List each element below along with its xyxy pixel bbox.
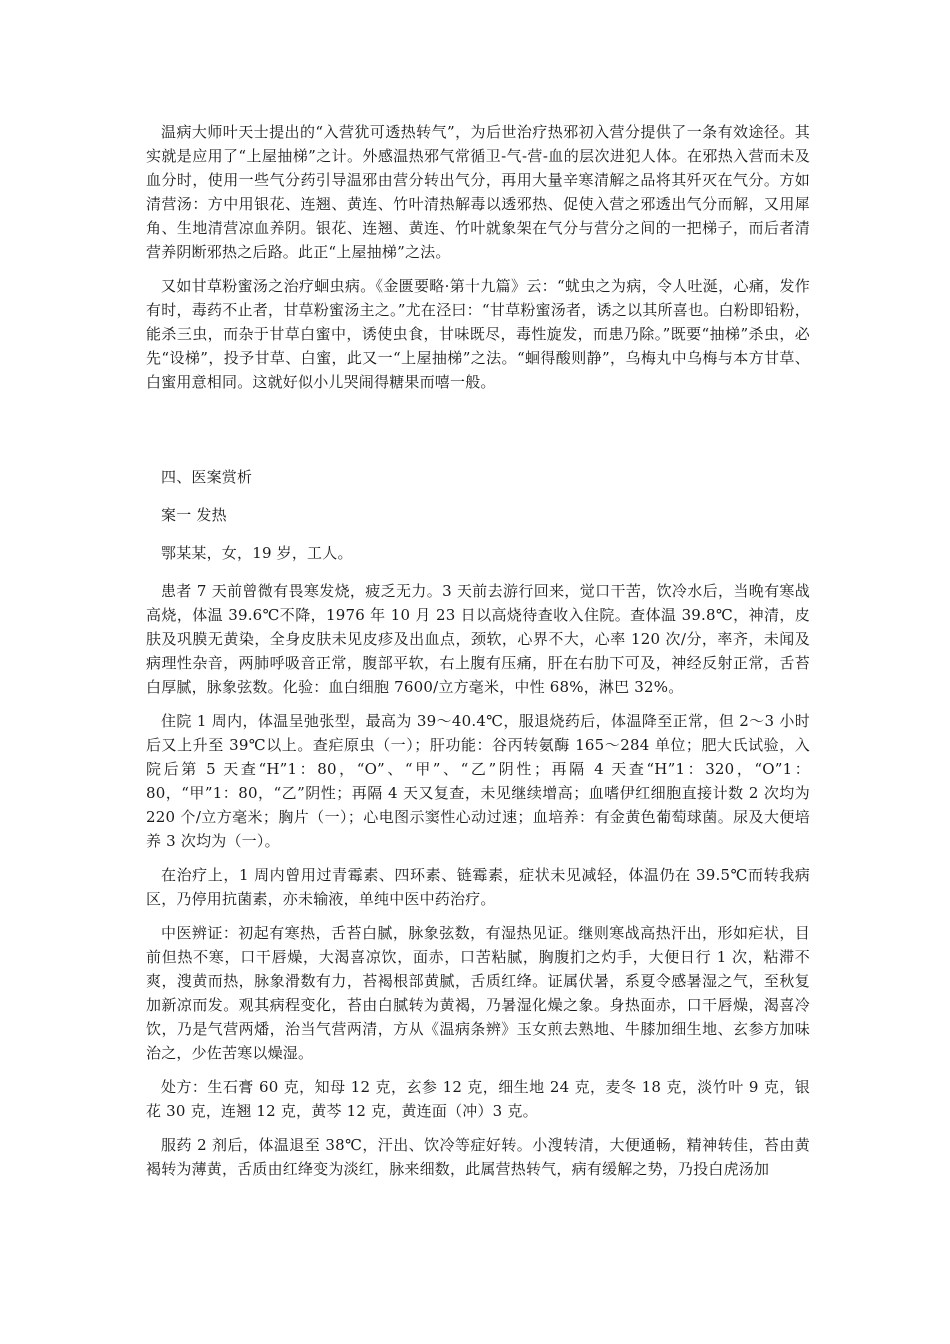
paragraph-prescription: 处方：生石膏 60 克，知母 12 克，玄参 12 克，细生地 24 克，麦冬 18 克，淡竹叶 9 克，银花 30 克，连翘 12 克，黄芩 12 克，黄连面（冲）3 克。 [146, 1078, 810, 1120]
paragraph-followup: 服药 2 剂后，体温退至 38℃，汗出、饮冷等症好转。小溲转清，大便通畅，精神转佳，苔由黄褐转为薄黄，舌质由红绛变为淡红，脉来细数，此属营热转气，病有缓解之势，乃投白虎汤加 [146, 1136, 810, 1178]
paragraph-history: 患者 7 天前曾微有畏寒发烧，疲乏无力。3 天前去游行回来，觉口干苦，饮冷水后，当晚有寒战高烧，体温 39.6℃不降，1976 年 10 月 23 日以高烧待查收入住院。查体温 39.8℃，神清，皮肤及巩膜无黄染，全身皮肤未见皮疹及出血点，颈软，心界不大，心率 120 次/分，率齐，未闻及病理性杂音，两肺呼吸音正常，腹部平软，右上腹有压痛，肝在右肋下可及，神经反射正常，舌苔白厚腻，脉象弦数。化验：血白细胞 7600/立方毫米，中性 68%，淋巴 32%。 [146, 582, 810, 696]
paragraph-hospital-course: 住院 1 周内，体温呈弛张型，最高为 39～40.4℃，服退烧药后，体温降至正常，但 2～3 小时后又上升至 39℃以上。查疟原虫（一）；肝功能：谷丙转氨酶 165～284 单位；肥大氏试验，入院后第 5 天查“H”1：80，“O”、“甲”、“乙”阴性；再隔 4 天查“H”1：320，“O”1：80，“甲”1：80，“乙”阴性；再隔 4 天又复查，未见继续增高；血嗜伊红细胞直接计数 2 次均为 220 个/立方毫米；胸片（一）；心电图示窦性心动过速；血培养：有金黄色葡萄球菌。尿及大便培养 3 次均为（一）。 [146, 712, 810, 850]
section-heading: 四、医案赏析 [161, 468, 253, 486]
paragraph-gancao-fenmi: 又如甘草粉蜜汤之治疗蛔虫病。《金匮要略·第十九篇》云：“蚘虫之为病，令人吐涎，心痛，发作有时，毒药不止者，甘草粉蜜汤主之。”尤在泾曰：“甘草粉蜜汤者，诱之以其所喜也。白粉即铅粉，能杀三虫，而杂于甘草白蜜中，诱使虫食，甘味既尽，毒性旋发，而患乃除。”既要“抽梯”杀虫，必先“设梯”，投予甘草、白蜜，此又一“上屋抽梯”之法。“蛔得酸则静”，乌梅丸中乌梅与本方甘草、白蜜用意相同。这就好似小儿哭闹得糖果而嘻一般。 [146, 277, 810, 391]
paragraph-treatment: 在治疗上，1 周内曾用过青霉素、四环素、链霉素，症状未见减轻，体温仍在 39.5℃而转我病区，乃停用抗菌素，亦未输液，单纯中医中药治疗。 [146, 866, 810, 908]
case-title: 案一 发热 [161, 506, 227, 524]
patient-info: 鄂某某，女，19 岁，工人。 [161, 544, 353, 562]
paragraph-ye-tianshi: 温病大师叶天士提出的“入营犹可透热转气”，为后世治疗热邪初入营分提供了一条有效途径。其实就是应用了“上屋抽梯”之计。外感温热邪气常循卫-气-营-血的层次进犯人体。在邪热入营而未及血分时，使用一些气分药引导温邪由营分转出气分，再用大量辛寒清解之品将其歼灭在气分。方如清营汤：方中用银花、连翘、黄连、竹叶清热解毒以透邪热、促使入营之邪透出气分而解，又用犀角、生地清营凉血养阴。银花、连翘、黄连、竹叶就象架在气分与营分之间的一把梯子，而后者清营养阴断邪热之后路。此正“上屋抽梯”之法。 [146, 123, 810, 261]
document-page [146, 120, 810, 1181]
paragraph-tcm-diagnosis: 中医辨证：初起有寒热，舌苔白腻，脉象弦数，有湿热见证。继则寒战高热汗出，形如疟状，目前但热不寒，口干唇燥，大渴喜凉饮，面赤，口苦粘腻，胸腹扪之灼手，大便日行 1 次，粘滞不爽，溲黄而热，脉象滑数有力，苔褐根部黄腻，舌质红绛。证属伏暑，系夏令感暑湿之气，至秋复加新凉而发。观其病程变化，苔由白腻转为黄褐，乃暑湿化燥之象。身热面赤，口干唇燥，渴喜冷饮，乃是气营两燔，治当气营两清，方从《温病条辨》玉女煎去熟地、牛膝加细生地、玄参方加味治之，少佐苦寒以燥湿。 [146, 924, 810, 1062]
